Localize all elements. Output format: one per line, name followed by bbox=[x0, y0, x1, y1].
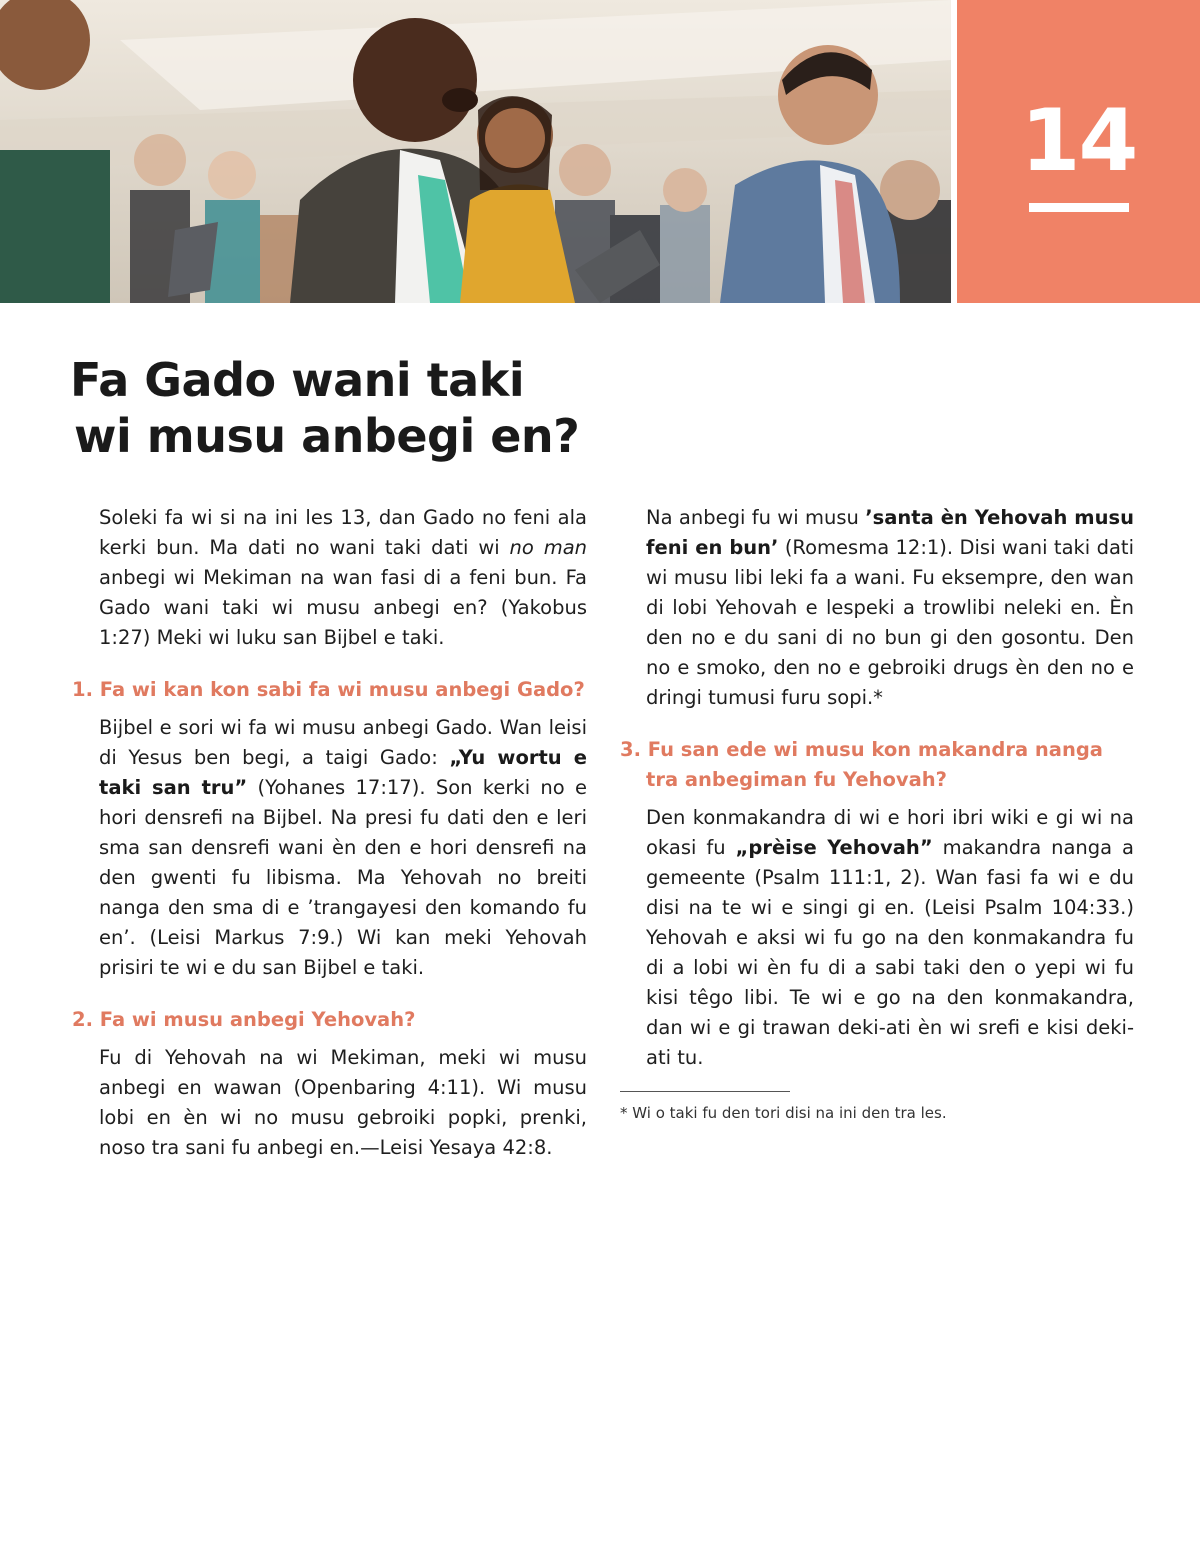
question-1-paragraph bbox=[72, 713, 587, 983]
cont-text-2: (Romesma 12:1). Disi wani taki dati wi musu libi leki fa a wani. Fu eksempre, den wan di lobi Yehovah e lespeki a trowlibi neleki en. Èn den no e du sani di no bun gi den gosontu. Den no e smoko, den no e gebroiki drugs èn den no e dringi tumusi furu sopi.* bbox=[646, 536, 1134, 709]
title-line-1: Fa Gado wani taki bbox=[70, 353, 525, 407]
page-title bbox=[70, 352, 579, 464]
intro-paragraph bbox=[72, 503, 587, 653]
intro-text-1: Soleki fa wi si na ini les 13, dan Gado no feni ala kerki bun. Ma dati no wani taki dati wi bbox=[99, 506, 587, 559]
cont-text-1: Na anbegi fu wi musu bbox=[646, 506, 866, 529]
intro-text-2: anbegi wi Mekiman na wan fasi di a feni bun. Fa Gado wani taki wi musu anbegi en? (Yakobus 1:27) Meki wi luku san Bijbel e taki. bbox=[99, 566, 587, 649]
question-2-paragraph: Fu di Yehovah na wi Mekiman, meki wi musu anbegi en wawan (Openbaring 4:11). Wi musu lobi en èn wi no musu gebroiki popki, prenki, noso tra sani fu anbegi en.—Leisi Yesaya 42:8. bbox=[99, 1046, 587, 1159]
question-3-paragraph bbox=[620, 803, 1134, 1073]
right-column bbox=[620, 503, 1134, 1124]
question-1-heading: 1. Fa wi kan kon sabi fa wi musu anbegi Gado? bbox=[72, 678, 585, 701]
q3-text-1: Den konmakandra di wi e hori ibri wiki e gi wi na okasi fu bbox=[646, 806, 1134, 859]
lesson-number: 14 bbox=[1020, 91, 1137, 191]
lesson-number-badge bbox=[957, 0, 1200, 303]
footnote-divider bbox=[620, 1091, 790, 1092]
congregation-singing-photo bbox=[0, 0, 951, 303]
footnote: * Wi o taki fu den tori disi na ini den tra les. bbox=[620, 1104, 947, 1122]
q1-quote: „Yu wortu e taki san tru” bbox=[99, 746, 588, 799]
left-column bbox=[72, 503, 587, 1163]
question-3-heading: 3. Fu san ede wi musu kon makandra nanga tra anbegiman fu Yehovah? bbox=[620, 738, 1103, 791]
cont-quote: ’santa èn Yehovah musu feni en bun’ bbox=[646, 506, 1134, 559]
q3-quote: „prèise Yehovah” bbox=[735, 836, 933, 859]
q1-text-1: Bijbel e sori wi fa wi musu anbegi Gado. Wan leisi di Yesus ben begi, a taigi Gado: bbox=[99, 716, 587, 769]
q3-text-2: makandra nanga a gemeente (Psalm 111:1, 2). Wan fasi fa wi e du disi na te wi e singi gi en. (Leisi Psalm 104:33.) Yehovah e aksi wi fu go na den konmakandra fu di a lobi wi èn fu di a sabi taki den o yepi wi fu kisi têgo libi. Te wi e go na den konmakandra, dan wi e gi trawan deki-ati èn wi srefi e kisi deki-ati tu. bbox=[646, 836, 1135, 1069]
title-line-2: wi musu anbegi en? bbox=[74, 409, 580, 463]
continuation-paragraph bbox=[620, 503, 1134, 713]
question-2-heading: 2. Fa wi musu anbegi Yehovah? bbox=[72, 1008, 416, 1031]
q1-text-2: (Yohanes 17:17). Son kerki no e hori densrefi na Bijbel. Na presi fu dati den e leri sma san densrefi wani èn den e hori densrefi na den gwenti fu libisma. Ma Yehovah no breiti nanga den sma di e ’trangayesi den komando fu en’. (Leisi Markus 7:9.) Wi kan meki Yehovah prisiri te wi e du san Bijbel e taki. bbox=[99, 776, 588, 979]
badge-underline bbox=[1029, 203, 1129, 212]
intro-emphasis: no man bbox=[509, 536, 587, 559]
hero-photo bbox=[0, 0, 951, 303]
